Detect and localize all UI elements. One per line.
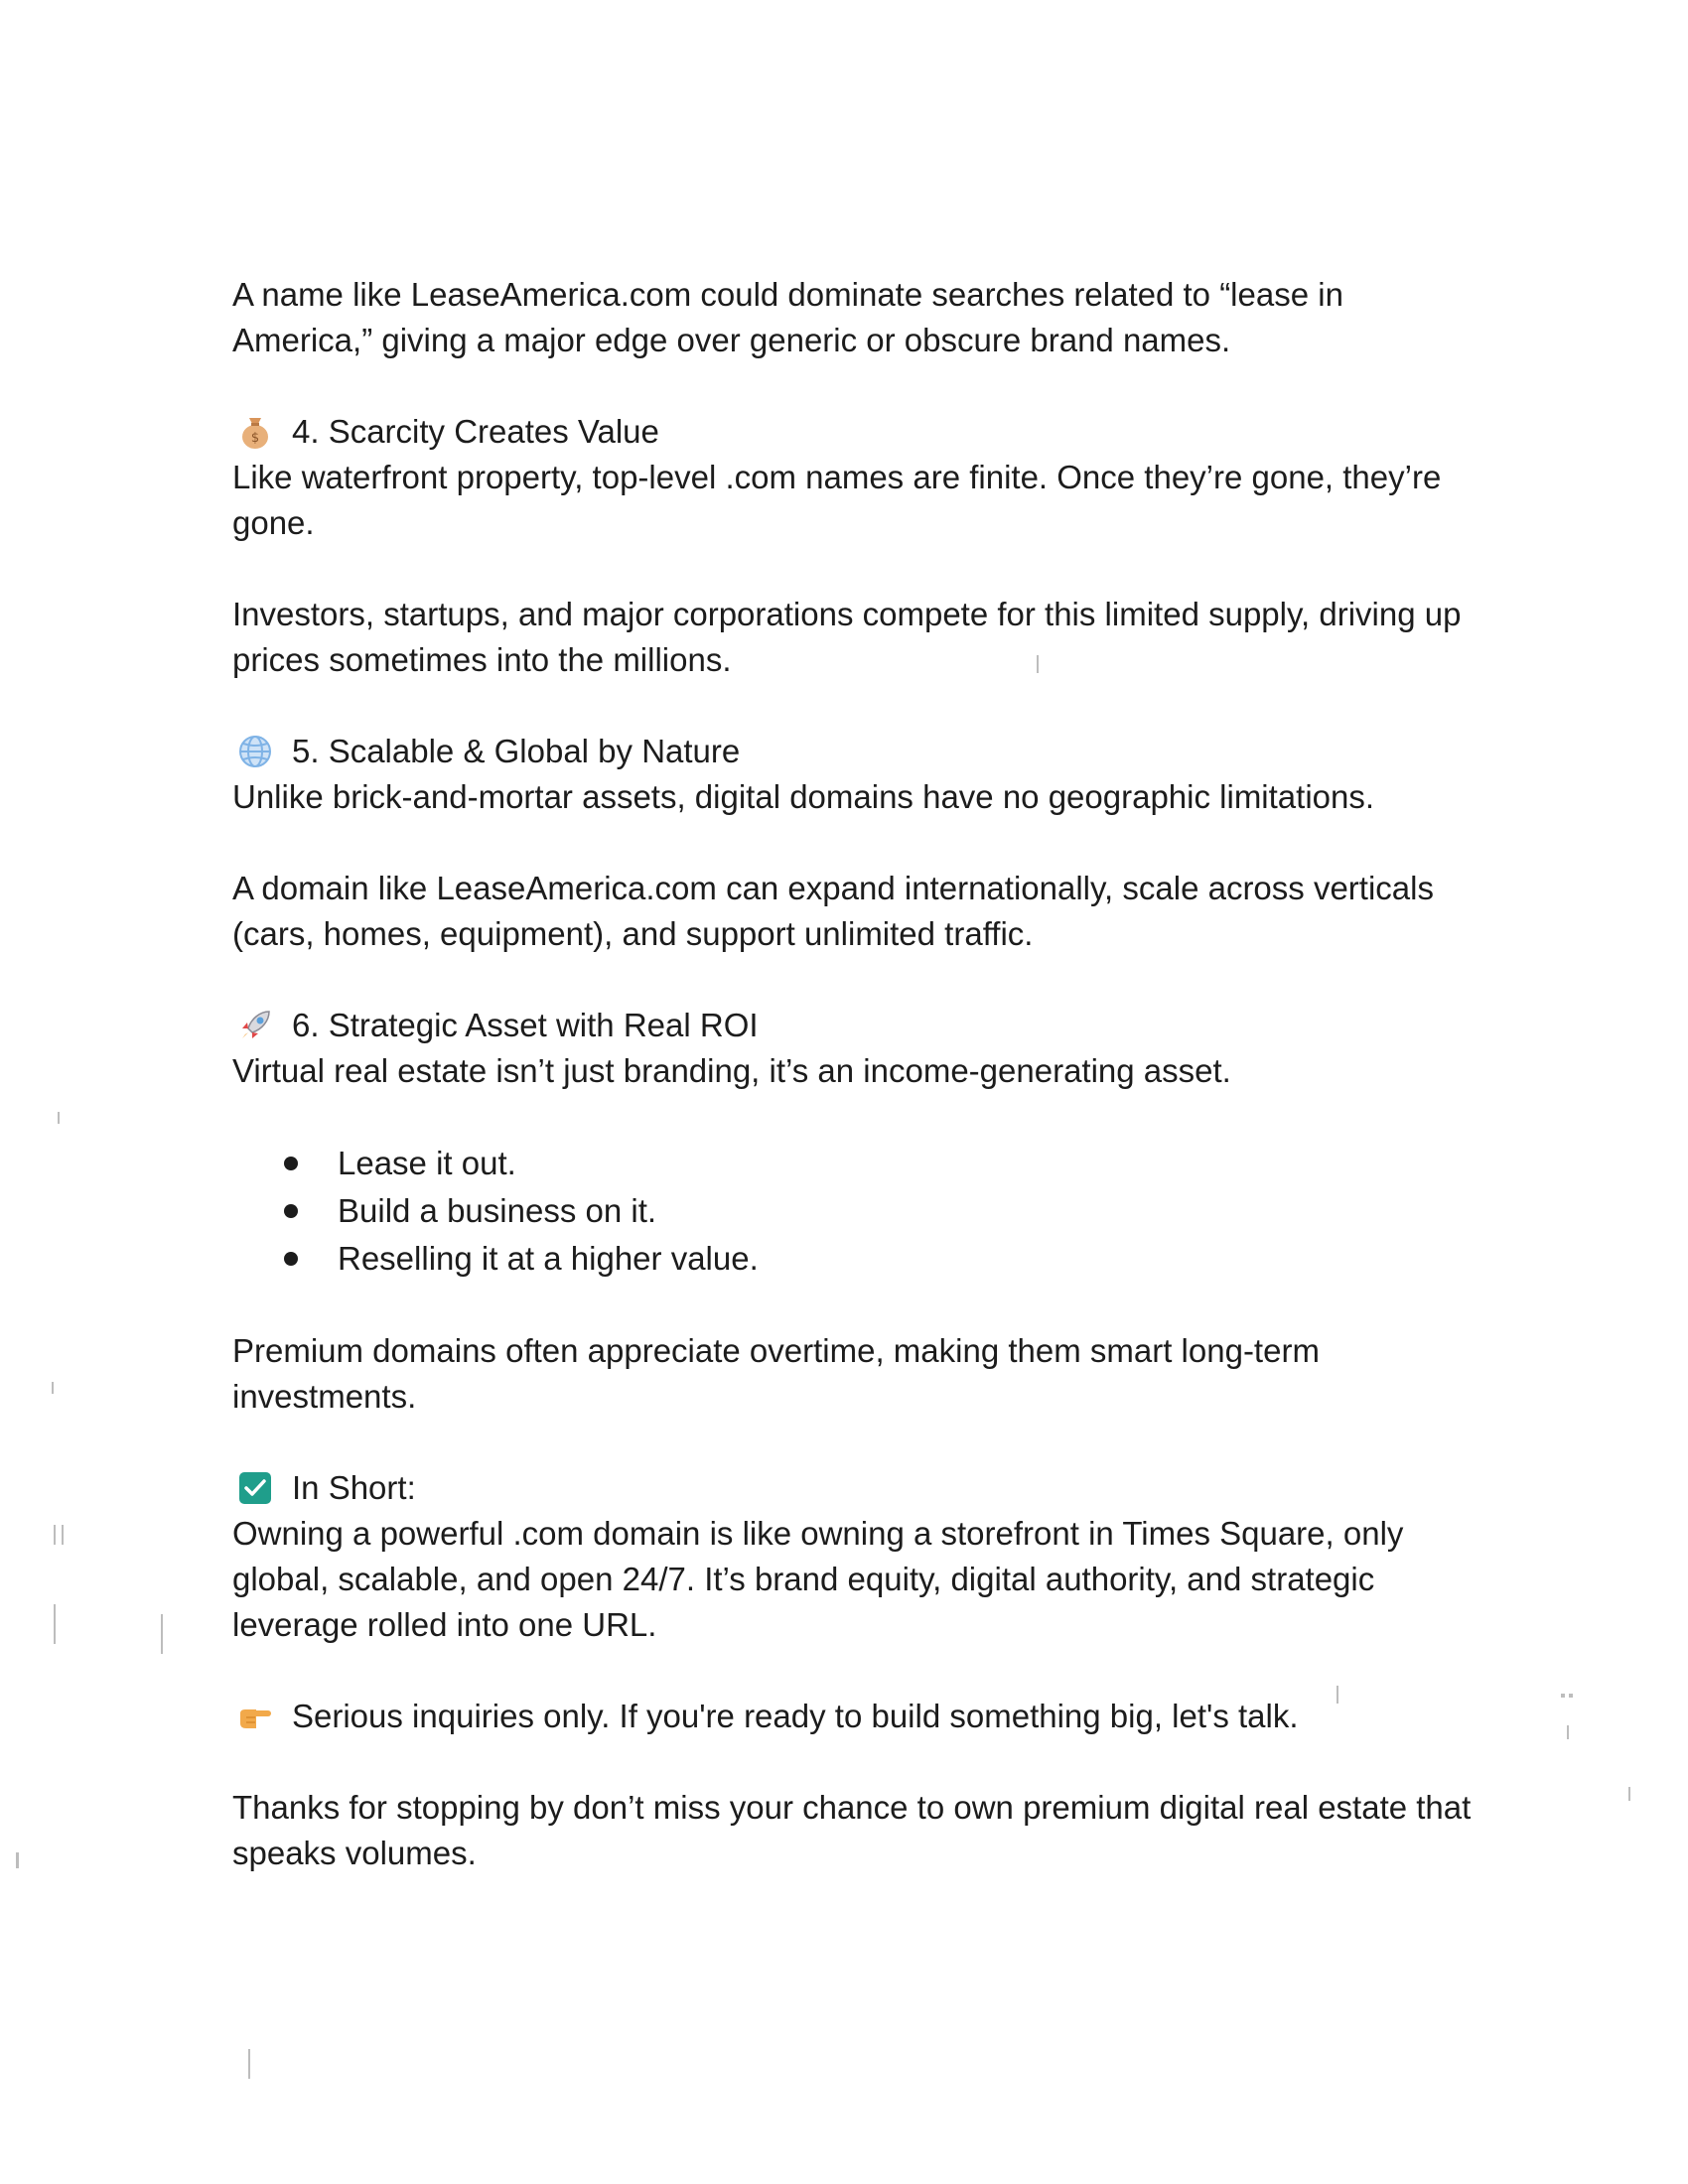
section-heading-in-short [232,1465,1483,1511]
scan-artifact [1561,1694,1565,1698]
section-heading-text: 4. Scarcity Creates Value [292,413,659,450]
section-heading-text: 6. Strategic Asset with Real ROI [292,1007,759,1043]
pointing-hand-icon [232,1694,278,1739]
scan-artifact [161,1614,163,1654]
scan-artifact [1569,1694,1573,1698]
scan-artifact [1037,655,1039,673]
section-heading-scalable [232,729,1483,774]
scan-artifact [248,2049,250,2079]
scan-artifact [54,1525,56,1545]
section-paragraph: Like waterfront property, top-level .com names are finite. Once they’re gone, they’re gone. [232,459,1442,541]
money-bag-icon [232,409,278,455]
scan-artifact [1628,1787,1630,1801]
intro-paragraph: A name like LeaseAmerica.com could dominate searches related to “lease in America,” giving a major edge over generic or obscure brand names. [232,276,1343,358]
scan-artifact [62,1525,64,1545]
scan-artifact [58,1112,60,1124]
globe-icon [232,729,278,774]
list-item-text: Build a business on it. [338,1192,657,1229]
scan-artifact [1336,1686,1338,1704]
section-paragraph: Owning a powerful .com domain is like owning a storefront in Times Square, only global, scalable, and open 24/7. It’s brand equity, digital authority, and strategic leverage rolled into one URL. [232,1515,1404,1643]
scan-artifact [52,1382,54,1394]
bullet-dot [284,1252,298,1266]
list-item [284,1235,1483,1283]
checkbox-icon [232,1465,278,1511]
list-item [284,1187,1483,1235]
section-heading-scarcity [232,409,1483,455]
list-item-text: Reselling it at a higher value. [338,1240,759,1277]
bullet-list [284,1140,1483,1283]
list-item [284,1140,1483,1187]
rocket-icon [232,1003,278,1048]
call-to-action [232,1694,1483,1739]
section-heading-roi [232,1003,1483,1048]
section-heading-text: 5. Scalable & Global by Nature [292,733,741,769]
svg-text:$: $ [250,431,260,446]
scan-artifact [54,1604,56,1644]
section-paragraph: A domain like LeaseAmerica.com can expand internationally, scale across verticals (cars, homes, equipment), and support unlimited traffic. [232,870,1434,952]
section-paragraph: Unlike brick-and-mortar assets, digital domains have no geographic limitations. [232,778,1375,815]
scan-artifact [16,1852,19,1868]
section-lead: Virtual real estate isn’t just branding, it’s an income-generating asset. [232,1052,1231,1089]
call-to-action-text: Serious inquiries only. If you're ready to build something big, let's talk. [292,1698,1299,1734]
bullet-dot [284,1204,298,1218]
section-heading-text: In Short: [292,1469,416,1506]
scan-artifact [1567,1725,1569,1739]
section-closing: Premium domains often appreciate overtime, making them smart long-term investments. [232,1332,1320,1415]
section-paragraph: Investors, startups, and major corporations compete for this limited supply, driving up prices sometimes into the millions. [232,596,1462,678]
closing-paragraph: Thanks for stopping by don’t miss your chance to own premium digital real estate that speaks volumes. [232,1789,1472,1871]
document-body [232,272,1483,1922]
list-item-text: Lease it out. [338,1145,516,1181]
bullet-dot [284,1157,298,1170]
